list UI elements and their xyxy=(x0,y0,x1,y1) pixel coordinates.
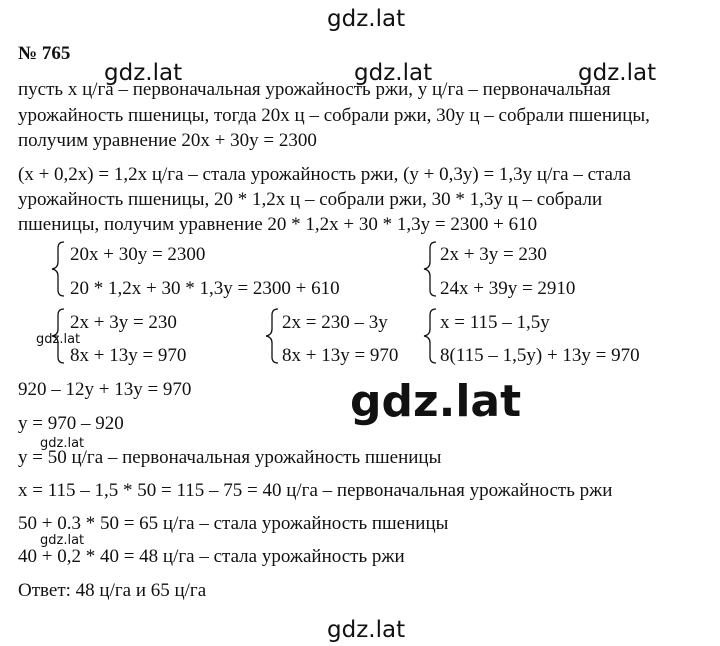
watermark-row1-right: gdz.lat xyxy=(578,60,657,86)
system5-eq-1: x = 115 – 1,5y xyxy=(440,312,550,333)
step-5: 50 + 0.3 * 50 = 65 ц/га – стала урожайность пшеницы xyxy=(18,513,449,534)
para2-line-1: (x + 0,2x) = 1,2x ц/га – стала урожайность ржи, (y + 0,3y) = 1,3y ц/га – стала xyxy=(18,164,632,185)
system3-eq-1: 2x + 3y = 230 xyxy=(70,312,177,333)
para2-line-3: пшеницы, получим уравнение 20 * 1,2x + 30 * 1,3y = 2300 + 610 xyxy=(18,214,538,235)
watermark-bottom: gdz.lat xyxy=(327,617,406,643)
system4-brace xyxy=(264,307,280,365)
para1-line-2: урожайность пшеницы, тогда 20x ц – собрали ржи, 30y ц – собрали пшеницы, xyxy=(18,105,650,126)
system4-eq-2: 8x + 13y = 970 xyxy=(282,345,399,366)
step-6: 40 + 0,2 * 40 = 48 ц/га – стала урожайность ржи xyxy=(18,546,405,567)
system1-eq-2: 20 * 1,2x + 30 * 1,3y = 2300 + 610 xyxy=(70,278,340,299)
step-4: x = 115 – 1,5 * 50 = 115 – 75 = 40 ц/га – первоначальная урожайность ржи xyxy=(18,480,613,501)
step-1: 920 – 12y + 13y = 970 xyxy=(18,379,192,400)
system1-eq-1: 20x + 30y = 2300 xyxy=(70,244,206,265)
watermark-small-3: gdz.lat xyxy=(40,533,85,548)
watermark-small-2: gdz.lat xyxy=(40,436,85,451)
system2-eq-2: 24x + 39y = 2910 xyxy=(440,278,576,299)
system1-brace xyxy=(50,240,66,298)
step-2: y = 970 – 920 xyxy=(18,413,124,434)
system2-brace xyxy=(422,240,438,298)
system5-brace xyxy=(422,307,438,365)
watermark-big-center: gdz.lat xyxy=(350,376,522,427)
watermark-row1-left: gdz.lat xyxy=(104,60,183,86)
system3-brace xyxy=(50,307,66,365)
para2-line-2: урожайность пшеницы, 20 * 1,2x ц – собрали ржи, 30 * 1,3y ц – собрали xyxy=(18,189,603,210)
system4-eq-1: 2x = 230 – 3y xyxy=(282,312,388,333)
watermark-small-1: gdz.lat xyxy=(36,332,81,347)
system5-eq-2: 8(115 – 1,5y) + 13y = 970 xyxy=(440,345,640,366)
watermark-row1-mid: gdz.lat xyxy=(354,60,433,86)
problem-number: № 765 xyxy=(18,43,71,64)
step-3: y = 50 ц/га – первоначальная урожайность пшеницы xyxy=(18,447,442,468)
para1-line-3: получим уравнение 20x + 30y = 2300 xyxy=(18,130,317,151)
para1-line-1: пусть x ц/га – первоначальная урожайность ржи, y ц/га – первоначальная xyxy=(18,79,611,100)
system2-eq-1: 2x + 3y = 230 xyxy=(440,244,547,265)
watermark-top: gdz.lat xyxy=(327,6,406,32)
answer: Ответ: 48 ц/га и 65 ц/га xyxy=(18,580,207,601)
system3-eq-2: 8x + 13y = 970 xyxy=(70,345,187,366)
